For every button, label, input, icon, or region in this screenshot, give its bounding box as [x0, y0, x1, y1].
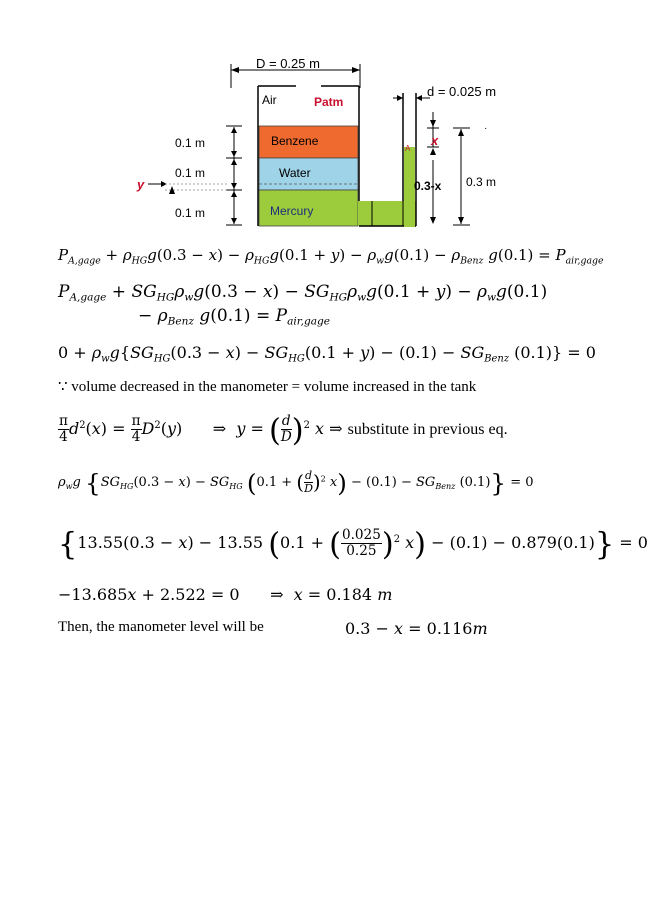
patm-label: Patm [314, 95, 344, 109]
equation-4: $\frac{\pi}{4}$ $d^2(x)$ = $\frac{\pi}{4}$ $D^2(y)$ ⇒ y = ( $\frac{d}{D}$ )$^2$ x ⇒ substitute in previous eq. [59, 413, 508, 449]
air-label: Air [262, 93, 277, 107]
because-symbol: ∵ [58, 379, 68, 395]
point-a-label: A [405, 144, 411, 153]
water-label: Water [279, 166, 311, 180]
final-result: 0.3 − x = 0.116m [345, 619, 488, 638]
tank-manometer-figure [0, 0, 638, 240]
equation-2a: $P_{A,gage} + SG_{HG}\rho_wg(0.3 - x) - SG_{HG}\rho_wg(0.1 + y) - \rho_wg(0.1)$ [58, 282, 548, 304]
d-small-value: 0.025 [341, 527, 381, 543]
x-label: x [431, 133, 439, 148]
sg-benz-value: 0.879 [511, 532, 557, 552]
sg-hg-value-2: 13.55 [217, 532, 264, 552]
label-0-3-x: 0.3-x [414, 179, 442, 193]
equation-2b: − $\rho_{Benz}$ $g(0.1) = P_{air,gage}$ [138, 306, 330, 328]
equation-7: −13.685x + 2.522 = 0 ⇒ x = 0.184 m [58, 585, 393, 604]
volume-note-text: volume decreased in the manometer = volume increased in the tank [71, 379, 477, 395]
height-2-label: 0.1 m [175, 166, 206, 180]
x-result-value: 0.184 [326, 585, 373, 604]
dim-D-label: D = 0.25 m [256, 56, 320, 71]
D-big-value: 0.25 [346, 542, 377, 559]
label-0-3: 0.3 m [466, 175, 497, 189]
const-value: 2.522 [160, 585, 206, 604]
stray-dot: · [484, 123, 488, 134]
level-value: 0.116 [426, 619, 473, 638]
then-text: Then, the manometer level will be [58, 619, 264, 635]
height-3-label: 0.1 m [175, 206, 206, 220]
volume-note [58, 377, 476, 396]
substitute-text: substitute in previous eq. [347, 420, 508, 438]
equation-1: $P_{A,gage} + \rho_{HG}g(0.3 - x) - \rho_{HG}g(0.1 + y) - \rho_wg(0.1) - \rho_{Benz}$ $g(0.1) = P_{air,gage}$ [58, 246, 604, 267]
equation-6: {13.55(0.3 − x) − 13.55 (0.1 + ( $\frac{0.025}{0.25}$ )$^2$ x) − (0.1) − 0.879(0.1)} = 0 [58, 527, 648, 563]
height-1-label: 0.1 m [175, 136, 206, 150]
equation-3: $0 + \rho_wg\{SG_{HG}(0.3 - x) - SG_{HG}(0.1 + y) - (0.1) - SG_{Benz}$ (0.1)} = 0 [58, 343, 596, 365]
final-line [58, 619, 264, 636]
benzene-label: Benzene [271, 134, 319, 148]
coef-value: −13.685 [58, 585, 128, 604]
dim-d-label: d = 0.025 m [427, 84, 497, 99]
mercury-label: Mercury [270, 204, 314, 218]
y-label: y [137, 177, 145, 192]
sg-hg-value-1: 13.55 [77, 532, 124, 552]
equation-5: $\rho_wg$ {$SG_{HG}(0.3 - x) - SG_{HG}$ (0.1 + ( $\frac{d}{D}$ )$^2$ $x) - (0.1) - SG_{Benz}$ (0.1)} = 0 [58, 468, 534, 498]
